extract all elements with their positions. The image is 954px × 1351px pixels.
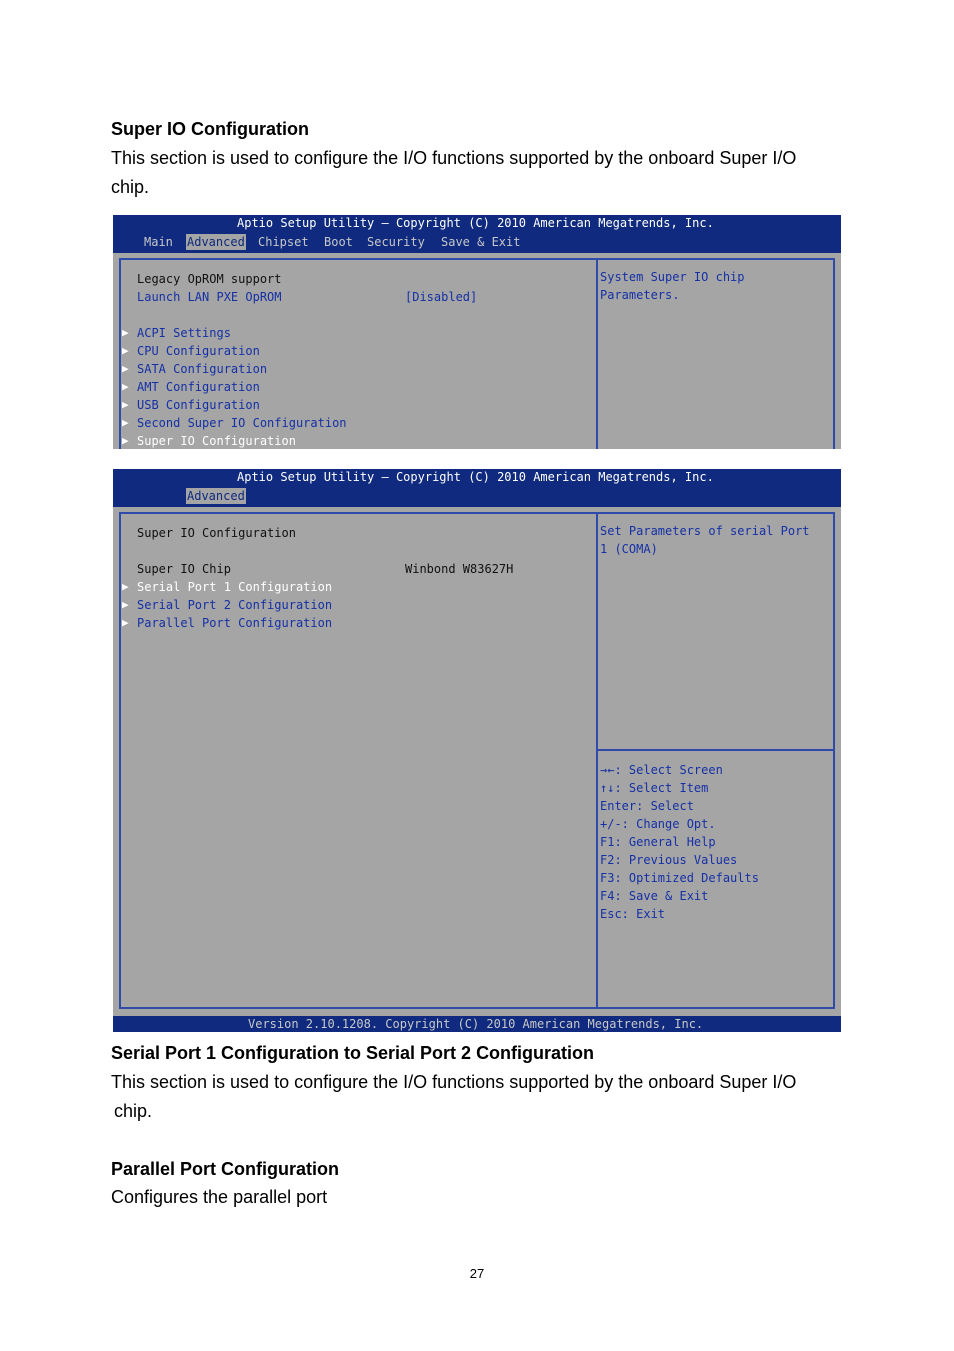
submenu-arrow-icon: ▶ <box>122 326 129 339</box>
tab-advanced[interactable]: Advanced <box>187 235 245 249</box>
tab-security[interactable]: Security <box>367 235 425 249</box>
key-help-f3: F3: Optimized Defaults <box>600 871 759 885</box>
bios-title-bar <box>113 469 841 507</box>
bios-title: Aptio Setup Utility – Copyright (C) 2010 American Megatrends, Inc. <box>237 216 714 230</box>
page-number: 27 <box>469 1266 485 1281</box>
key-help-f4: F4: Save & Exit <box>600 889 709 903</box>
help-text-line: Parameters. <box>600 288 680 302</box>
submenu-acpi-settings[interactable]: ACPI Settings <box>137 326 231 340</box>
super-io-chip-label: Super IO Chip <box>137 562 231 576</box>
bios-divider <box>596 512 598 1009</box>
bios-footer <box>113 1016 841 1032</box>
section-body-line: chip. <box>111 177 150 197</box>
submenu-second-super-io[interactable]: Second Super IO Configuration <box>137 416 347 430</box>
tab-advanced[interactable]: Advanced <box>187 489 245 503</box>
submenu-serial-port-1-selected[interactable]: Serial Port 1 Configuration <box>137 580 333 594</box>
option-value-disabled[interactable]: [Disabled] <box>405 290 478 304</box>
submenu-arrow-icon: ▶ <box>122 416 129 429</box>
key-help-f1: F1: General Help <box>600 835 716 849</box>
section-body-line: This section is used to configure the I/O functions supported by the onboard Super I/O <box>111 1072 797 1092</box>
submenu-super-io-selected[interactable]: Super IO Configuration <box>137 434 296 448</box>
help-text-line: 1 (COMA) <box>600 542 658 556</box>
menu-item-launch-lan-pxe[interactable]: Launch LAN PXE OpROM <box>137 290 282 304</box>
section-body-line: chip. <box>114 1101 153 1121</box>
submenu-sata-configuration[interactable]: SATA Configuration <box>137 362 268 376</box>
section-heading-super-io: Super IO Configuration <box>111 119 309 139</box>
key-help-change-opt: +/-: Change Opt. <box>600 817 716 831</box>
key-help-select-screen: →←: Select Screen <box>600 763 723 777</box>
bios-divider <box>596 258 598 449</box>
key-help-f2: F2: Previous Values <box>600 853 738 867</box>
submenu-cpu-configuration[interactable]: CPU Configuration <box>137 344 260 358</box>
submenu-parallel-port[interactable]: Parallel Port Configuration <box>137 616 333 630</box>
submenu-arrow-icon: ▶ <box>122 344 129 357</box>
bios-version-text: Version 2.10.1208. Copyright (C) 2010 American Megatrends, Inc. <box>248 1017 704 1031</box>
section-body-line: This section is used to configure the I/O functions supported by the onboard Super I/O <box>111 148 797 168</box>
submenu-arrow-icon: ▶ <box>122 380 129 393</box>
tab-chipset[interactable]: Chipset <box>258 235 309 249</box>
menu-item-legacy-oprom: Legacy OpROM support <box>137 272 282 286</box>
submenu-arrow-icon: ▶ <box>122 598 129 611</box>
bios-help-divider <box>596 749 835 751</box>
help-text-line: Set Parameters of serial Port <box>600 524 810 538</box>
key-help-select-item: ↑↓: Select Item <box>600 781 709 795</box>
tab-main[interactable]: Main <box>144 235 173 249</box>
bios-title-bar <box>113 215 841 253</box>
bios-title: Aptio Setup Utility – Copyright (C) 2010 American Megatrends, Inc. <box>237 470 714 484</box>
page-heading: Super IO Configuration <box>137 526 296 540</box>
submenu-arrow-icon: ▶ <box>122 398 129 411</box>
submenu-arrow-icon: ▶ <box>122 434 129 447</box>
bios-screenshot-advanced <box>113 215 841 449</box>
submenu-arrow-icon: ▶ <box>122 616 129 629</box>
tab-save-exit[interactable]: Save & Exit <box>441 235 521 249</box>
submenu-amt-configuration[interactable]: AMT Configuration <box>137 380 260 394</box>
super-io-chip-value: Winbond W83627H <box>405 562 514 576</box>
key-help-esc: Esc: Exit <box>600 907 666 921</box>
bios-screenshot-super-io <box>113 469 841 1032</box>
submenu-serial-port-2[interactable]: Serial Port 2 Configuration <box>137 598 333 612</box>
tab-boot[interactable]: Boot <box>324 235 353 249</box>
key-help-enter: Enter: Select <box>600 799 694 813</box>
section-heading-parallel-port: Parallel Port Configuration <box>111 1159 340 1179</box>
submenu-arrow-icon: ▶ <box>122 362 129 375</box>
section-body-line: Configures the parallel port <box>111 1187 328 1207</box>
submenu-arrow-icon: ▶ <box>122 580 129 593</box>
section-heading-serial-ports: Serial Port 1 Configuration to Serial Port 2 Configuration <box>111 1043 595 1063</box>
submenu-usb-configuration[interactable]: USB Configuration <box>137 398 260 412</box>
help-text-line: System Super IO chip <box>600 270 745 284</box>
